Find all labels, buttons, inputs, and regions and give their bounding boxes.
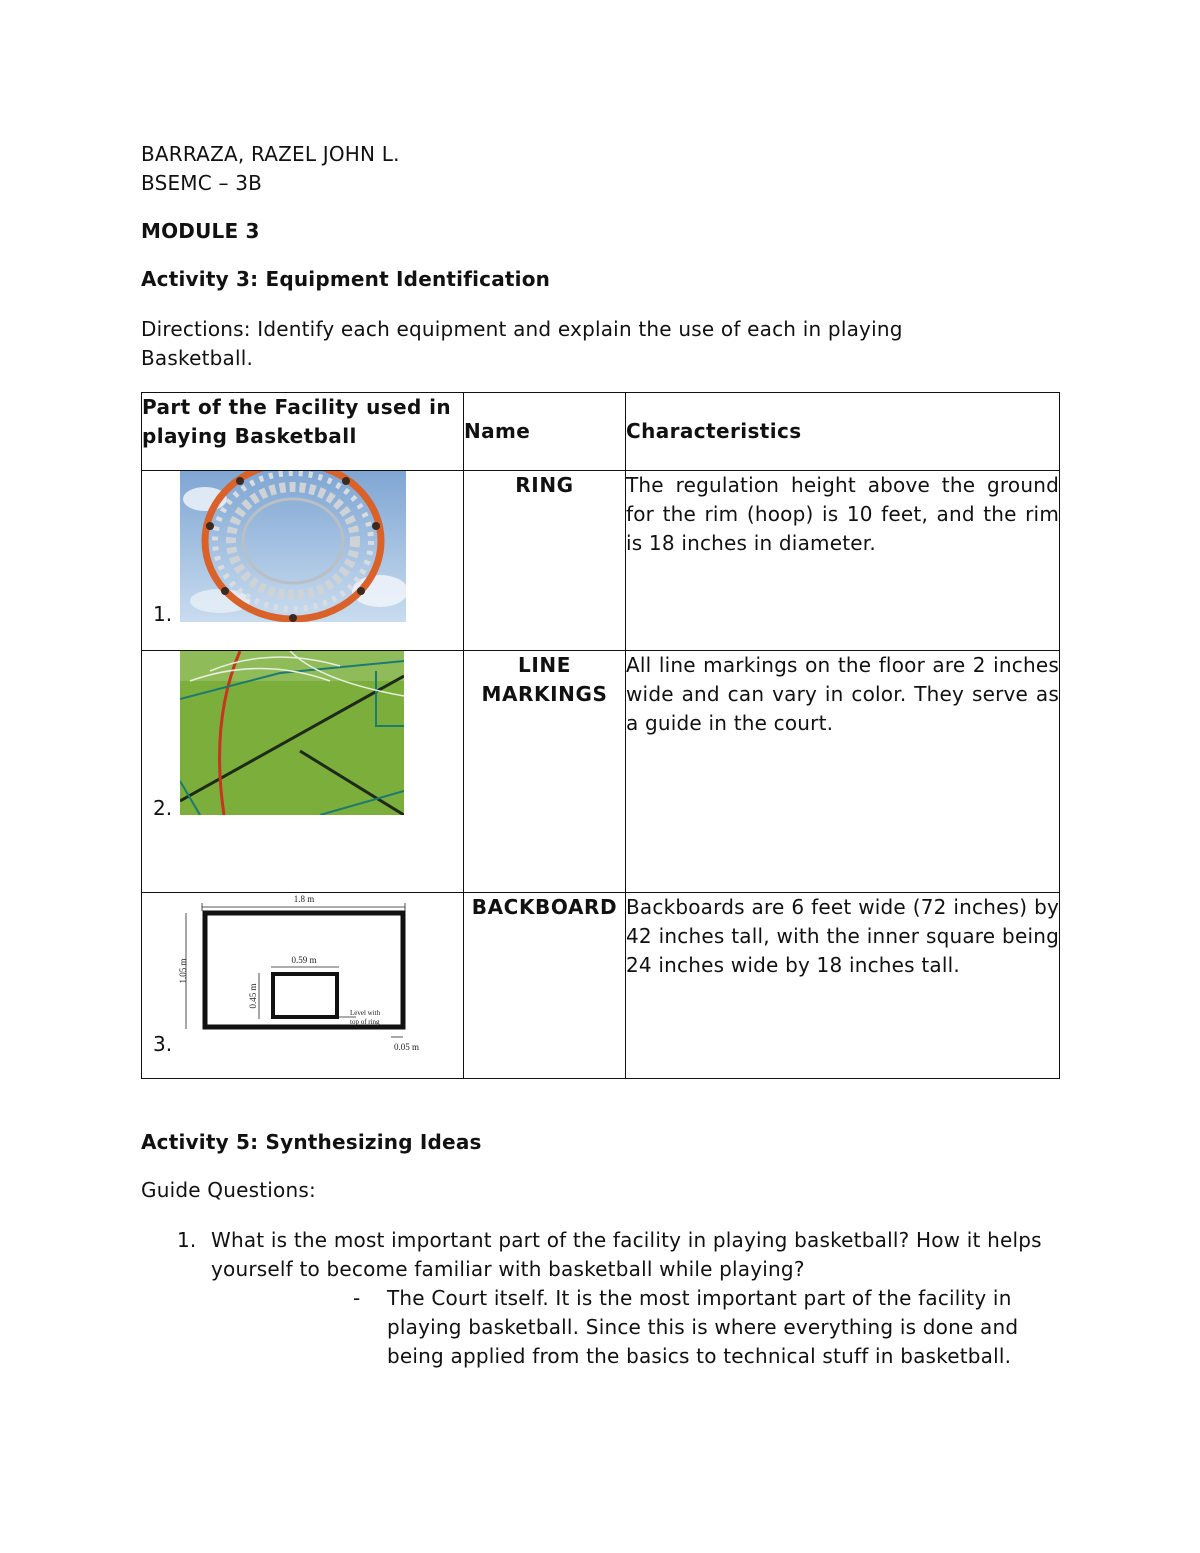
table-header-row — [142, 393, 1060, 471]
equipment-name-backboard: BACKBOARD — [464, 893, 626, 1079]
question-number: 1. — [177, 1228, 197, 1252]
equipment-characteristics-line-markings: All line markings on the floor are 2 inches wide and can vary in color. They serve as a guide in the court. — [626, 651, 1060, 893]
inner-height-label: 0.45 m — [248, 983, 258, 1009]
row-number: 3. — [153, 1032, 173, 1056]
line-markings-image-cell — [142, 651, 464, 893]
equipment-name-ring: RING — [464, 471, 626, 651]
directions-text: Directions: Identify each equipment and explain the use of each in playing Basketball. — [141, 317, 903, 370]
answer-bullet: - — [353, 1286, 361, 1310]
backboard-image-cell — [142, 893, 464, 1079]
equipment-name-line-markings: LINE MARKINGS — [464, 651, 626, 893]
row-number: 2. — [153, 796, 173, 820]
row-number: 1. — [153, 602, 173, 626]
basketball-ring-photo — [180, 471, 406, 622]
thickness-label: 0.05 m — [394, 1042, 420, 1052]
module-title: MODULE 3 — [141, 219, 260, 243]
note-line2: top of ring — [350, 1018, 380, 1026]
question-text: What is the most important part of the facility in playing basketball? How it helps yourself to become familiar with basketball while playing? — [211, 1228, 1042, 1281]
court-line-markings-photo — [180, 651, 404, 815]
ring-image-cell — [142, 471, 464, 651]
width-label: 1.8 m — [293, 894, 315, 904]
inner-width-label: 0.59 m — [291, 955, 317, 965]
activity5-title: Activity 5: Synthesizing Ideas — [141, 1130, 482, 1154]
activity3-title: Activity 3: Equipment Identification — [141, 267, 551, 291]
student-name: BARRAZA, RAZEL JOHN L. — [141, 142, 400, 166]
course-section: BSEMC – 3B — [141, 171, 263, 195]
answer-text: The Court itself. It is the most important part of the facility in playing basketball. Since this is where everything is done and being applied from the basics to technical stuff in basketball. — [387, 1286, 1019, 1368]
header-characteristics: Characteristics — [626, 393, 1060, 471]
equipment-table — [141, 392, 1060, 1079]
backboard-diagram — [172, 893, 432, 1055]
equipment-characteristics-ring: The regulation height above the ground for the rim (hoop) is 10 feet, and the rim is 18 inches in diameter. — [626, 471, 1060, 651]
table-row — [142, 471, 1060, 651]
table-row — [142, 893, 1060, 1079]
equipment-characteristics-backboard: Backboards are 6 feet wide (72 inches) by 42 inches tall, with the inner square being 24 inches wide by 18 inches tall. — [626, 893, 1060, 1079]
header-name: Name — [464, 393, 626, 471]
guide-questions-label: Guide Questions: — [141, 1178, 316, 1202]
header-part-of-facility: Part of the Facility used in playing Basketball — [142, 393, 464, 471]
note-line1: Level with — [350, 1009, 381, 1017]
table-row — [142, 651, 1060, 893]
height-label: 1.05 m — [178, 958, 188, 984]
